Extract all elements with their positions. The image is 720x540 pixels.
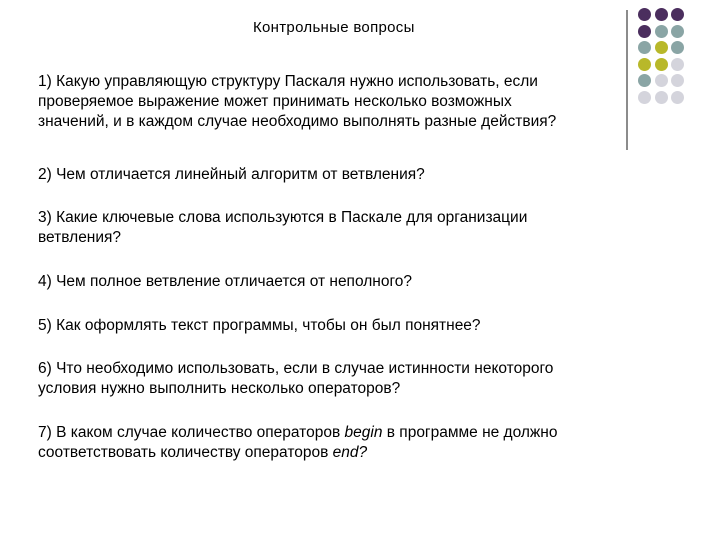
- decorative-dot: [655, 41, 668, 54]
- question-7: [38, 423, 557, 463]
- question-4: [38, 272, 412, 292]
- decorative-dot: [671, 8, 684, 21]
- decorative-dot: [671, 91, 684, 104]
- question-text: 7) В каком случае количество операторов: [38, 424, 345, 441]
- decorative-dot: [638, 25, 651, 38]
- decorative-dot: [671, 58, 684, 71]
- decorative-dot: [655, 74, 668, 87]
- question-line: 4) Чем полное ветвление отличается от неполного?: [38, 273, 413, 290]
- decorative-dot: [655, 25, 668, 38]
- question-line: 3) Какие ключевые слова используются в Паскале для организации: [38, 209, 528, 226]
- question-line: 1) Какую управляющую структуру Паскаля нужно использовать, если: [38, 73, 538, 90]
- question-1: [38, 72, 556, 132]
- question-line: [38, 423, 557, 443]
- vertical-divider: [626, 10, 628, 150]
- keyword-begin: begin: [344, 424, 383, 441]
- question-5: [38, 316, 481, 336]
- question-text: соответствовать количеству операторов: [38, 444, 333, 461]
- decorative-dot: [638, 58, 651, 71]
- decorative-dot: [655, 8, 668, 21]
- keyword-end: end?: [332, 444, 368, 461]
- question-line: 6) Что необходимо использовать, если в случае истинности некоторого: [38, 360, 554, 377]
- question-line: ветвления?: [38, 229, 122, 246]
- question-2: [38, 165, 425, 185]
- decorative-dot: [638, 41, 651, 54]
- decorative-dot: [638, 74, 651, 87]
- decorative-dot: [671, 25, 684, 38]
- decorative-dot: [655, 58, 668, 71]
- decorative-dot: [671, 41, 684, 54]
- decorative-dot: [671, 74, 684, 87]
- slide-title: Контрольные вопросы: [253, 19, 415, 36]
- question-line: значений, и в каждом случае необходимо выполнять разные действия?: [38, 113, 557, 130]
- decorative-dot: [638, 8, 651, 21]
- decorative-dot: [655, 91, 668, 104]
- question-line: 5) Как оформлять текст программы, чтобы он был понятнее?: [38, 317, 481, 334]
- question-3: [38, 208, 527, 248]
- question-line: 2) Чем отличается линейный алгоритм от ветвления?: [38, 166, 425, 183]
- question-text: в программе не должно: [382, 424, 558, 441]
- question-6: [38, 359, 553, 399]
- question-line: проверяемое выражение может принимать несколько возможных: [38, 93, 512, 110]
- decorative-dot: [638, 91, 651, 104]
- question-line: [38, 443, 557, 463]
- question-line: условия нужно выполнить несколько операторов?: [38, 380, 401, 397]
